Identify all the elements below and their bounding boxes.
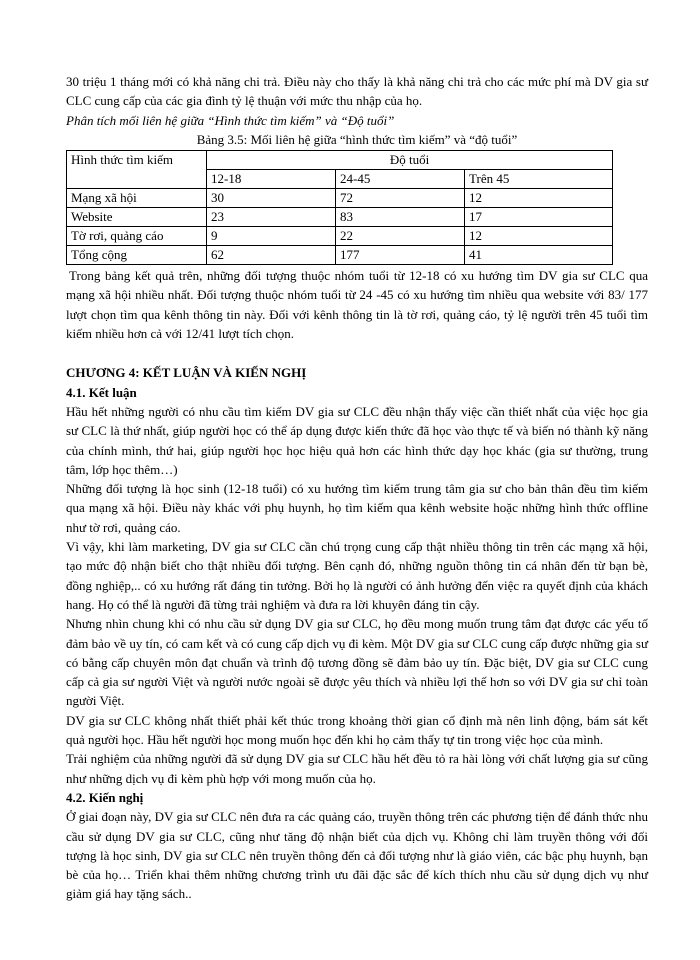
table-row bbox=[67, 227, 613, 246]
analysis-heading: Phân tích mối liên hệ giữa “Hình thức tìm kiếm” và “Độ tuổi” bbox=[66, 112, 395, 128]
table-cell: 17 bbox=[465, 208, 613, 227]
table-cell: 83 bbox=[336, 208, 465, 227]
table-caption: Bảng 3.5: Mối liên hệ giữa “hình thức tìm kiếm” và “độ tuổi” bbox=[196, 131, 518, 147]
table-cell: 9 bbox=[207, 227, 336, 246]
conclusion-paragraph: DV gia sư CLC không nhất thiết phải kết thúc trong khoảng thời gian cố định mà nên linh động, bám sát kết quả người học. Hầu hết người học mong muốn học đến khi họ cảm thấy tự tin trong việc học của mình. bbox=[66, 712, 648, 748]
table-corner-header: Hình thức tìm kiếm bbox=[67, 151, 207, 189]
table-header-row bbox=[67, 151, 613, 170]
table-row bbox=[67, 189, 613, 208]
table-row bbox=[67, 208, 613, 227]
table-cell: 30 bbox=[207, 189, 336, 208]
table-cell: 23 bbox=[207, 208, 336, 227]
row-label: Tổng cộng bbox=[67, 246, 207, 265]
chapter-heading: CHƯƠNG 4: KẾT LUẬN VÀ KIẾN NGHỊ bbox=[66, 365, 307, 381]
conclusion-paragraph: Hầu hết những người có nhu cầu tìm kiếm DV gia sư CLC đều nhận thấy việc cần thiết nhất của việc học gia sư CLC là thứ nhất, giúp người học có thể áp dụng được kiến thức đã học vào thực tế và biến nó thành kỹ năng của chính mình, thứ hai, giúp người học học hiệu quả hơn các hình thức dạy học khác (gia sư thường, trung tâm, lớp học thêm…) bbox=[66, 403, 648, 477]
row-label: Mạng xã hội bbox=[67, 189, 207, 208]
table-cell: 22 bbox=[336, 227, 465, 246]
table-column-header: 24-45 bbox=[336, 170, 465, 189]
conclusion-paragraph: Nhưng nhìn chung khi có nhu cầu sử dụng DV gia sư CLC, họ đều mong muốn trung tâm đạt được các yếu tố đảm bảo về uy tín, có cam kết và có cung cấp dịch vụ đi kèm. Một DV gia sư CLC cung cấp được những gia sư có bằng cấp chuyên môn đạt chuẩn và trình độ tương đồng sẽ đảm bảo uy tín. Đặc biệt, DV gia sư CLC cung cấp cả gia sư người Việt và người nước ngoài sẽ được yêu thích và nhiều lợi thế hơn so với DV gia sư chỉ toàn người Việt. bbox=[66, 616, 648, 709]
conclusion-paragraph: Những đối tượng là học sinh (12-18 tuổi) có xu hướng tìm kiếm trung tâm gia sư cho bản thân đều tìm kiếm qua mạng xã hội. Điều này khác với phụ huynh, họ tìm kiếm qua kênh website hoặc những hình thức offline như tờ rơi, quảng cáo. bbox=[66, 481, 648, 535]
section-heading-conclusion: 4.1. Kết luận bbox=[66, 384, 137, 400]
age-search-table bbox=[66, 150, 613, 265]
row-label: Website bbox=[67, 208, 207, 227]
conclusion-paragraph: Vì vậy, khi làm marketing, DV gia sư CLC cần chú trọng cung cấp thật nhiều thông tin trên các mạng xã hội, tạo mức độ nhận biết cho thật nhiều đối tượng. Bên cạnh đó, những nguồn thông tin cá nhân đến từ bạn bè, đồng nghiệp,.. có xu hướng rất đáng tin tưởng. Bởi họ là người có ảnh hưởng đến việc ra quyết định của khách hang. Họ có thể là người đã từng trải nghiệm và đưa ra lời khuyên đáng tin cậy. bbox=[66, 539, 648, 612]
intro-paragraph: 30 triệu 1 tháng mới có khả năng chi trả. Điều này cho thấy là khả năng chi trả cho các mức phí mà DV gia sư CLC cung cấp của các gia đình tỷ lệ thuận với mức thu nhập của họ. bbox=[66, 74, 648, 109]
table-group-header: Độ tuổi bbox=[207, 151, 613, 170]
table-column-header: 12-18 bbox=[207, 170, 336, 189]
table-cell: 41 bbox=[465, 246, 613, 265]
table-cell: 177 bbox=[336, 246, 465, 265]
row-label: Tờ rơi, quảng cáo bbox=[67, 227, 207, 246]
result-paragraph: Trong bảng kết quả trên, những đối tượng thuộc nhóm tuổi từ 12-18 có xu hướng tìm DV gia sư CLC qua mạng xã hội nhiều nhất. Đối tượng thuộc nhóm tuổi từ 24 -45 có xu hướng tìm nhiều qua website với 83/ 177 lượt chọn tìm qua kênh thông tin này. Đối với kênh thông tin là tờ rơi, quảng cáo, tỷ lệ người trên 45 tuổi tìm kiếm nhiều hơn cả với 12/41 lượt tích chọn. bbox=[66, 268, 648, 342]
recommendation-paragraph: Ở giai đoạn này, DV gia sư CLC nên đưa ra các quảng cáo, truyền thông trên các phương tiện để đánh thức nhu cầu sử dụng DV gia sư CLC, cũng như tăng độ nhận biết của dịch vụ. Không chỉ làm truyền thông với đối tượng là học sinh, DV gia sư CLC nên truyền thông đến cả đối tượng như là giáo viên, các bậc phụ huynh, bạn bè của họ… Triển khai thêm những chương trình ưu đãi đặc sắc để kích thích nhu cầu sử dụng dịch vụ như giảm giá hay tặng sách.. bbox=[66, 809, 648, 902]
table-column-header: Trên 45 bbox=[465, 170, 613, 189]
table-cell: 12 bbox=[465, 189, 613, 208]
table-cell: 12 bbox=[465, 227, 613, 246]
table-cell: 72 bbox=[336, 189, 465, 208]
table-total-row bbox=[67, 246, 613, 265]
table-cell: 62 bbox=[207, 246, 336, 265]
section-heading-recommendation: 4.2. Kiến nghị bbox=[66, 789, 144, 805]
conclusion-paragraph: Trải nghiệm của những người đã sử dụng DV gia sư CLC hầu hết đều tỏ ra hài lòng với chất lượng gia sư cũng như những dịch vụ đi kèm phù hợp với mong muốn của họ. bbox=[66, 751, 648, 786]
